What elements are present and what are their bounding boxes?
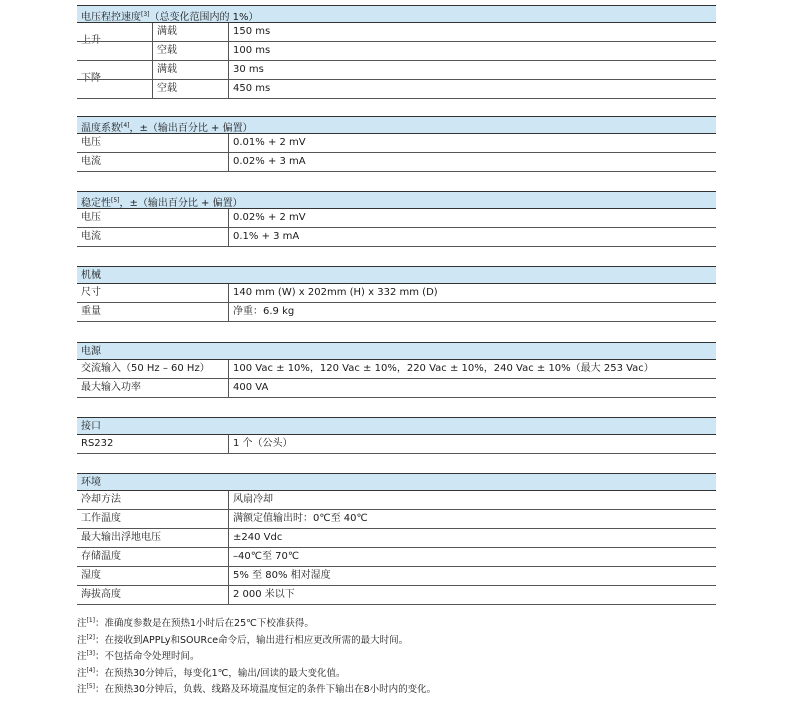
header-title: 机械 xyxy=(81,270,101,281)
group-rise xyxy=(77,23,716,61)
footnote xyxy=(77,664,717,681)
row-value: 净重：6.9 kg xyxy=(233,306,295,317)
footnote-ref: [5] xyxy=(111,197,120,204)
row-value: 0.02% + 2 mV xyxy=(233,212,306,223)
row-label: 尺寸 xyxy=(81,287,101,298)
row-sublabel: 空载 xyxy=(157,45,177,56)
row-value: 100 ms xyxy=(233,45,271,56)
section-header xyxy=(77,417,716,435)
section-header xyxy=(77,116,716,134)
row-value: 2 000 米以下 xyxy=(233,589,295,600)
footnote-number: [2] xyxy=(86,633,96,641)
footnote-mark: 注 xyxy=(77,684,87,695)
section-power xyxy=(77,342,716,398)
row-label: 交流输入（50 Hz – 60 Hz） xyxy=(81,363,210,374)
header-title: 电压程控速度 xyxy=(81,12,141,23)
table-row xyxy=(77,548,716,567)
row-label: 最大输出浮地电压 xyxy=(81,532,161,543)
footnote-ref: [3] xyxy=(141,11,150,18)
group-label: 下降 xyxy=(81,73,101,84)
row-sublabel: 空载 xyxy=(157,83,177,94)
row-value: 5% 至 80% 相对湿度 xyxy=(233,570,331,581)
section-stability xyxy=(77,191,716,247)
row-label: 电压 xyxy=(81,212,101,223)
section-header xyxy=(77,266,716,284)
table-row xyxy=(77,61,716,80)
footnote-mark: 注 xyxy=(77,651,87,662)
section-mechanical xyxy=(77,266,716,322)
footnote-mark: 注 xyxy=(77,634,87,646)
section-header xyxy=(77,473,716,491)
row-sublabel: 满载 xyxy=(157,64,177,75)
row-label: 海拔高度 xyxy=(81,589,121,600)
row-label: 工作温度 xyxy=(81,513,121,524)
row-value: 满额定值输出时：0℃至 40℃ xyxy=(233,513,368,524)
table-row xyxy=(77,379,716,398)
header-title: 环境 xyxy=(81,477,101,488)
section-programming-speed xyxy=(77,5,716,99)
table-row xyxy=(77,284,716,303)
footnote-text: ：在预热30分钟后，负载、线路及环境温度恒定的条件下输出在8小时内的变化。 xyxy=(95,684,437,695)
row-value: 1 个（公头） xyxy=(233,438,293,449)
row-value: ±240 Vdc xyxy=(233,532,283,543)
row-sublabel: 满载 xyxy=(157,26,177,37)
section-temperature-coefficient xyxy=(77,116,716,172)
footnote-text: ：在预热30分钟后，每变化1℃，输出/回读的最大变化值。 xyxy=(95,667,346,679)
section-header xyxy=(77,342,716,360)
table-row xyxy=(77,209,716,228)
header-title: 稳定性 xyxy=(81,198,111,209)
table-row xyxy=(77,567,716,586)
section-header xyxy=(77,191,716,209)
row-label: 冷却方法 xyxy=(81,494,121,505)
row-label: RS232 xyxy=(81,438,114,449)
footnote-number: [1] xyxy=(86,617,96,624)
header-title: 接口 xyxy=(81,421,101,432)
row-label: 最大输入功率 xyxy=(81,382,141,393)
table-row xyxy=(77,510,716,529)
section-environment xyxy=(77,473,716,605)
footnote xyxy=(77,614,717,631)
group-label: 上升 xyxy=(81,35,101,46)
table-row xyxy=(77,529,716,548)
footnote xyxy=(77,631,717,648)
row-label: 电压 xyxy=(81,137,101,148)
row-value: 0.01% + 2 mV xyxy=(233,137,306,148)
table-row xyxy=(77,42,716,61)
row-value: 100 Vac ± 10%，120 Vac ± 10%，220 Vac ± 10%，240 Vac ± 10%（最大 253 Vac） xyxy=(233,363,654,374)
table-row xyxy=(77,360,716,379)
footnote-ref: [4] xyxy=(121,122,130,129)
row-value: 450 ms xyxy=(233,83,271,94)
footnote-number: [3] xyxy=(86,650,96,657)
header-suffix: （总变化范围内的 1%） xyxy=(149,12,259,23)
header-suffix: ，±（输出百分比 + 偏置） xyxy=(119,198,243,209)
footnote-mark: 注 xyxy=(77,618,87,629)
row-label: 电流 xyxy=(81,156,101,167)
footnote-text: ：准确度参数是在预热1小时后在25℃下校准获得。 xyxy=(95,618,314,629)
row-value: 0.02% + 3 mA xyxy=(233,156,306,167)
table-row xyxy=(77,586,716,605)
table-row xyxy=(77,23,716,42)
table-row xyxy=(77,435,716,454)
footnote-text: ：不包括命令处理时间。 xyxy=(95,651,200,662)
row-value: 0.1% + 3 mA xyxy=(233,231,300,242)
row-value: 风扇冷却 xyxy=(233,494,273,505)
table-row xyxy=(77,134,716,153)
row-value: 150 ms xyxy=(233,26,271,37)
row-value: –40℃至 70℃ xyxy=(233,551,300,562)
row-value: 400 VA xyxy=(233,382,269,393)
row-label: 重量 xyxy=(81,306,101,317)
table-row xyxy=(77,303,716,322)
footnote xyxy=(77,680,717,697)
table-row xyxy=(77,491,716,510)
footnote-number: [4] xyxy=(86,666,96,674)
footnote-text: ：在接收到APPLy和SOURce命令后，输出进行相应更改所需的最大时间。 xyxy=(95,634,409,646)
table-row xyxy=(77,228,716,247)
header-title: 电源 xyxy=(81,346,101,357)
header-suffix: ，±（输出百分比 + 偏置） xyxy=(129,123,253,134)
row-value: 30 ms xyxy=(233,64,264,75)
section-interface xyxy=(77,417,716,454)
section-header xyxy=(77,5,716,23)
group-fall xyxy=(77,61,716,99)
header-title: 温度系数 xyxy=(81,123,121,134)
footnotes xyxy=(77,614,717,697)
row-label: 湿度 xyxy=(81,570,101,581)
footnote-number: [5] xyxy=(86,683,96,690)
row-label: 电流 xyxy=(81,231,101,242)
footnote-mark: 注 xyxy=(77,667,87,679)
row-value: 140 mm (W) x 202mm (H) x 332 mm (D) xyxy=(233,287,438,298)
table-row xyxy=(77,80,716,99)
row-label: 存储温度 xyxy=(81,551,121,562)
footnote xyxy=(77,647,717,664)
table-row xyxy=(77,153,716,172)
